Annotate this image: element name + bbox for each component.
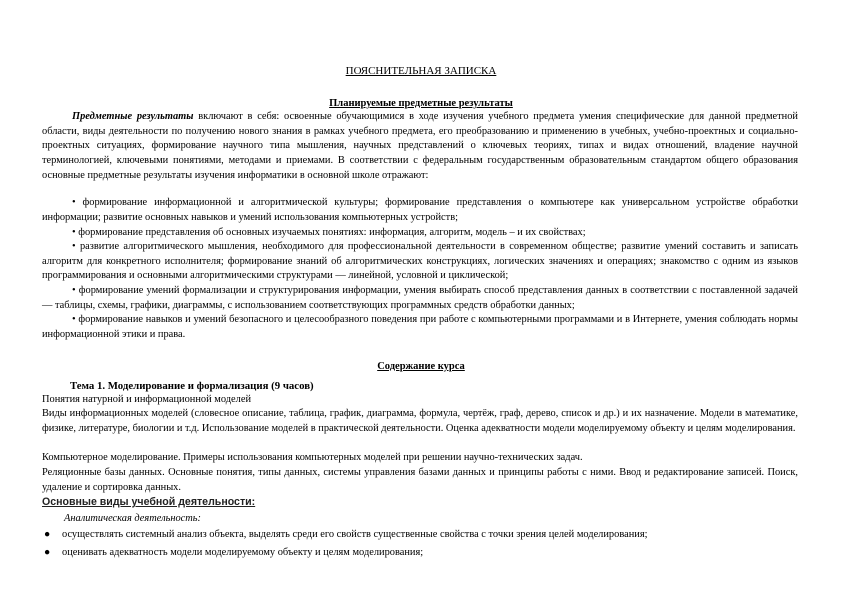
activity-heading: Основные виды учебной деятельности: bbox=[42, 496, 256, 508]
analytic-list bbox=[42, 528, 798, 560]
analytic-item-2 bbox=[42, 546, 798, 561]
result-item-3: • развитие алгоритмического мышления, необходимого для профессиональной деятельности в современном обществе; развитие умений составить и записать алгоритм для конкретного исполнителя; формирование знаний об алгоритмических конструкциях, логических значениях и операциях; знакомство с одним из языков программирования и основными алгоритмическими структурами — линейной, условной и циклической; bbox=[42, 241, 798, 282]
analytic-item-1 bbox=[42, 528, 798, 543]
analytic-heading: Аналитическая деятельность: bbox=[64, 513, 201, 524]
result-item-2: • формирование представления об основных изучаемых понятиях: информация, алгоритм, модель – и их свойствах; bbox=[72, 227, 586, 238]
bullet-icon: ● bbox=[44, 529, 51, 540]
course-line-2: Виды информационных моделей (словесное описание, таблица, график, диаграмма, формула, чертёж, граф, дерево, список и др.) и их назначение. Модели в математике, физике, литературе, биологии и т.д. Использование моделей в практической деятельности. Оценка адекватности модели моделируемому объекту и целям моделирования. bbox=[42, 408, 798, 434]
analytic-item-text: оценивать адекватность модели моделируемому объекту и целям моделирования; bbox=[62, 546, 424, 558]
result-item-5: • формирование навыков и умений безопасного и целесообразного поведения при работе с компьютерными программами и в Интернете, умения соблюдать нормы информационной этики и права. bbox=[42, 314, 798, 340]
analytic-item-text: осуществлять системный анализ объекта, выделять среди его свойств существенные свойства с точки зрения целей моделирования; bbox=[62, 529, 648, 540]
intro-paragraph bbox=[42, 110, 798, 184]
course-line-3: Компьютерное моделирование. Примеры использования компьютерных моделей при решении научно-технических задач. bbox=[42, 452, 583, 463]
intro-lead: Предметные результаты bbox=[72, 111, 194, 122]
page-title: ПОЯСНИТЕЛЬНАЯ ЗАПИСКА bbox=[345, 65, 497, 77]
section-heading-results: Планируемые предметные результаты bbox=[329, 98, 513, 109]
section-heading-course: Содержание курса bbox=[377, 361, 465, 372]
course-line-4: Реляционные базы данных. Основные понятия, типы данных, системы управления базами данных и принципы работы с ними. Ввод и редактирование записей. Поиск, удаление и сортировка данных. bbox=[42, 467, 798, 493]
result-item-4: • формирование умений формализации и структурирования информации, умения выбирать способ представления данных в соответствии с поставленной задачей — таблицы, схемы, графики, диаграммы, с использованием соответствующих программных средств обработки данных; bbox=[42, 285, 798, 311]
course-line-1: Понятия натурной и информационной моделей bbox=[42, 394, 252, 405]
bullet-icon: ● bbox=[44, 546, 51, 558]
intro-text: включают в себя: освоенные обучающимися в ходе изучения учебного предмета умения специфические для данной предметной области, виды деятельности по получению нового знания в рамках учебного предмета, его преобразованию и применению в учебных, учебно-проектных и социально-проектных ситуациях, формирование научного типа мышления, научных представлений о ключевых теориях, типах и видах отношений, владение научной терминологией, ключевыми понятиями, методами и приемами. В соответствии с федеральным государственным образовательным стандартом общего образования основные предметные результаты изучения информатики в основной школе отражают: bbox=[42, 111, 798, 181]
result-item-1: • формирование информационной и алгоритмической культуры; формирование представления о компьютере как универсальном устройстве обработки информации; развитие основных навыков и умений использования компьютерных устройств; bbox=[42, 197, 798, 223]
topic-heading: Тема 1. Моделирование и формализация (9 часов) bbox=[70, 380, 314, 392]
